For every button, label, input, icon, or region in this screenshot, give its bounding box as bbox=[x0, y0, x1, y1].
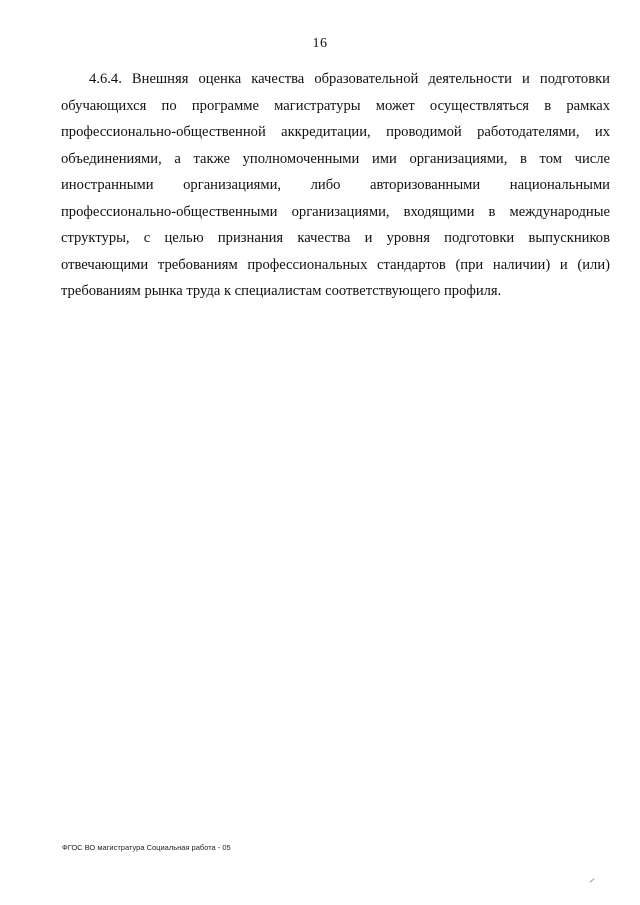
paragraph-4-6-4 bbox=[61, 66, 610, 305]
paragraph-line: структуры, с целью признания качества и уровня подготовки выпускников bbox=[61, 230, 610, 246]
footer-document-code: ФГОС ВО магистратура Социальная работа - 05 bbox=[62, 843, 231, 852]
paragraph-line: 4.6.4. Внешняя оценка качества образовательной деятельности и подготовки bbox=[89, 71, 610, 87]
paragraph-line: объединениями, а также уполномоченными ими организациями, в том числе bbox=[61, 150, 610, 167]
paragraph-line: профессионально-общественными организациями, входящими в международные bbox=[61, 203, 610, 220]
paragraph-line: профессионально-общественной аккредитации, проводимой работодателями, их bbox=[61, 124, 610, 140]
page-number: 16 bbox=[312, 36, 328, 51]
paragraph-line: иностранными организациями, либо авторизованными национальными bbox=[61, 177, 610, 193]
scan-speck bbox=[589, 878, 594, 883]
paragraph-line: отвечающими требованиям профессиональных стандартов (при наличии) и (или) bbox=[61, 256, 610, 273]
paragraph-line: обучающихся по программе магистратуры может осуществляться в рамках bbox=[61, 97, 610, 114]
paragraph-line: требованиям рынка труда к специалистам соответствующего профиля. bbox=[61, 283, 502, 299]
